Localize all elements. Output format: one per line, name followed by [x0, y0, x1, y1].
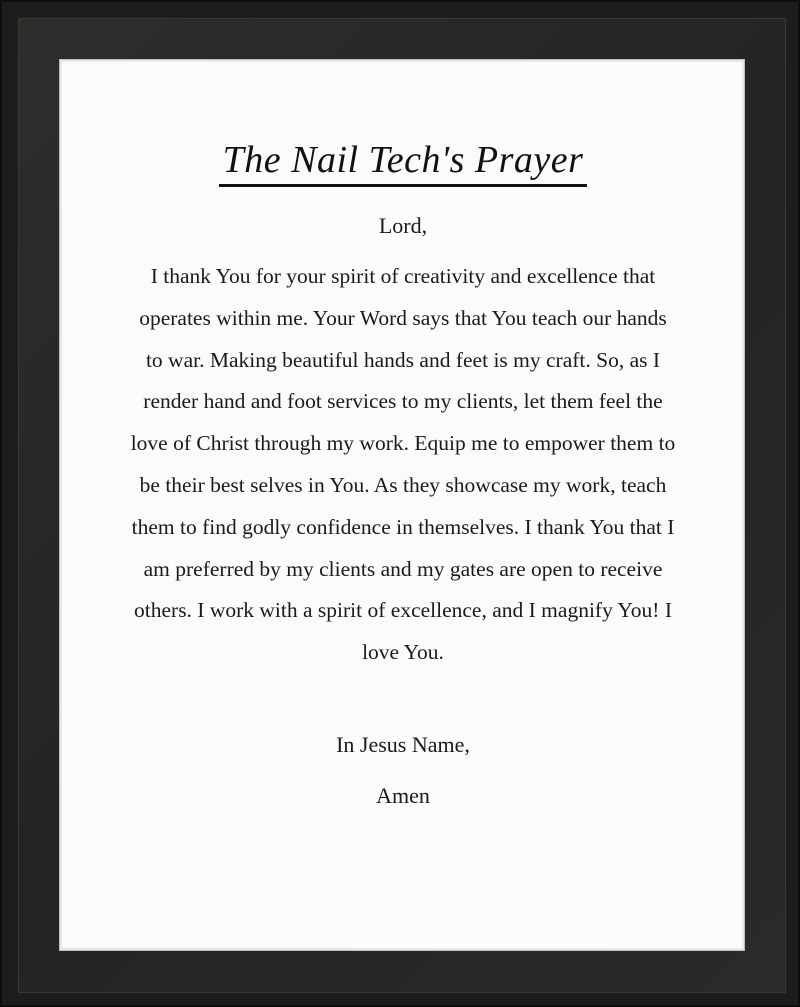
closing-line: In Jesus Name, — [336, 732, 470, 757]
title-container — [60, 138, 746, 187]
prayer-paper — [59, 59, 745, 951]
prayer-title: The Nail Tech's Prayer — [219, 138, 588, 187]
salutation: Lord, — [378, 213, 428, 238]
prayer-body: I thank You for your spirit of creativity and excellence that operates within me. Your Word says that You teach our hands to war. Making beautiful hands and feet is my craft. So, as I render hand and foot services to my clients, let them feel the love of Christ through my work. Equip me to empower them to be their best selves in You. As they showcase my work, teach them to find godly confidence in themselves. I thank You that I am preferred by my clients and my gates are open to receive others. I work with a spirit of excellence, and I magnify You! I love You. — [130, 264, 676, 665]
signoff: Amen — [376, 783, 430, 808]
